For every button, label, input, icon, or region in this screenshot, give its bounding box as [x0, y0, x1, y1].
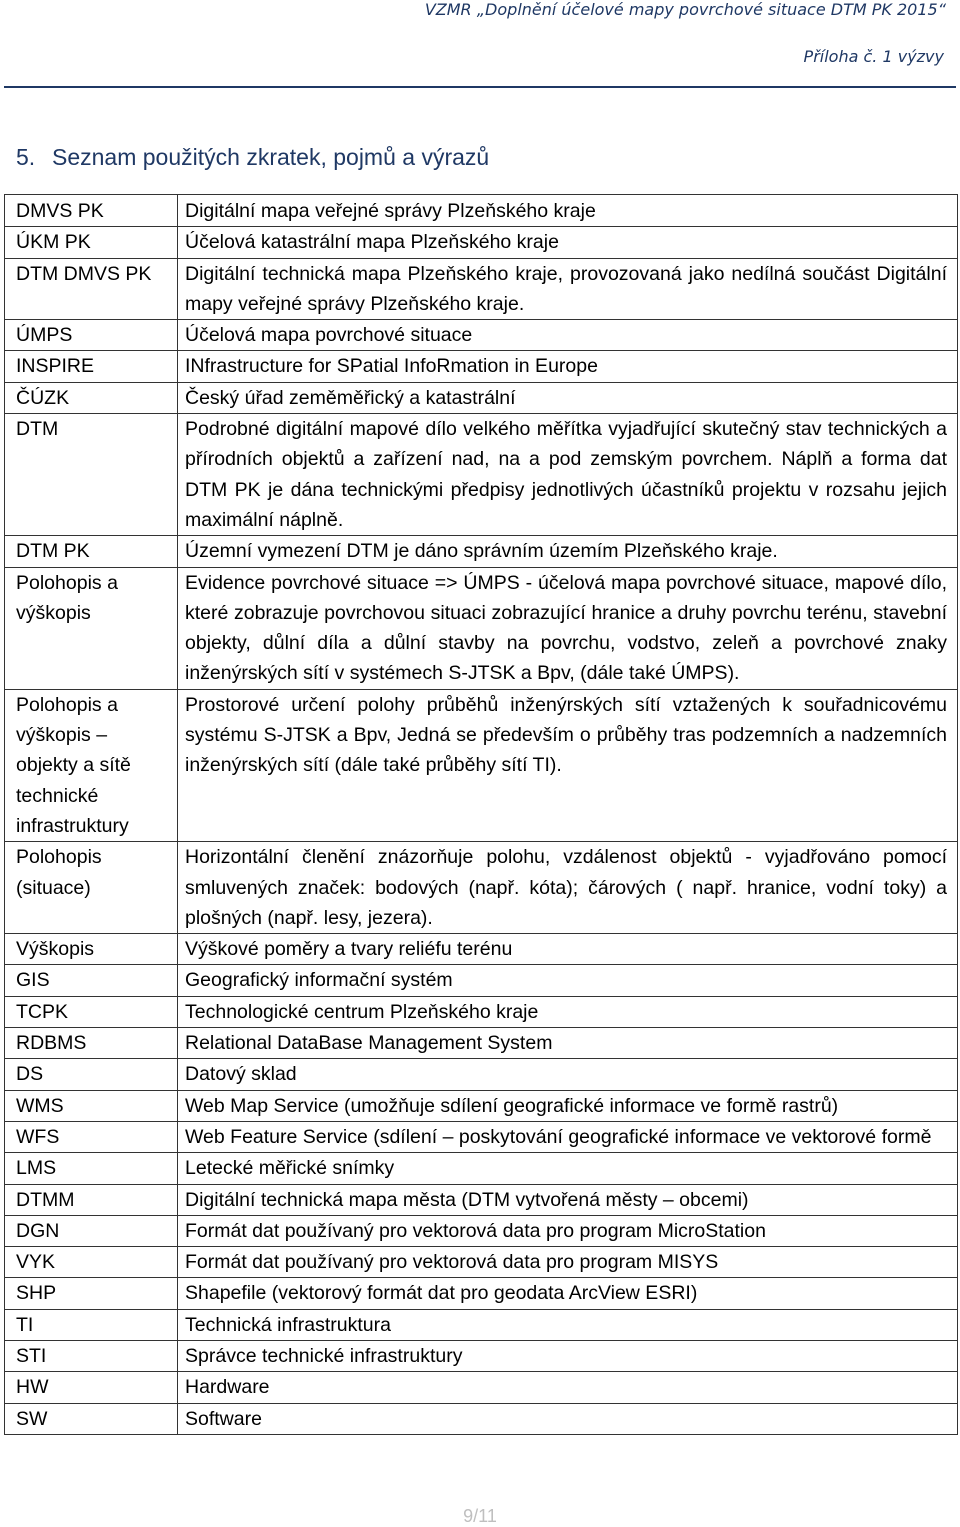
abbreviation-cell: ČÚZK	[5, 382, 178, 413]
table-row	[5, 1247, 958, 1278]
abbreviation-cell: Polohopis a výškopis	[5, 567, 178, 689]
definition-cell: Podrobné digitální mapové dílo velkého měřítka vyjadřující skutečný stav technických a přírodních objektů a zařízení nad, na a pod zemským povrchem. Náplň a forma dat DTM PK je dána technickými předpisy jednotlivých účastníků projektu v rozsahu jejich maximální náplně.	[178, 414, 958, 536]
abbreviation-cell: SHP	[5, 1278, 178, 1309]
abbreviation-cell: DMVS PK	[5, 195, 178, 227]
running-header-title: VZMR „Doplnění účelové mapy povrchové situace DTM PK 2015“	[424, 0, 946, 19]
page-number: 9/11	[463, 1506, 497, 1526]
table-row	[5, 934, 958, 965]
definition-cell: Software	[178, 1403, 958, 1434]
abbreviation-cell: DTMM	[5, 1184, 178, 1215]
table-row	[5, 1278, 958, 1309]
abbreviation-cell: DTM PK	[5, 536, 178, 567]
definition-cell: Digitální technická mapa Plzeňského kraje, provozovaná jako nedílná součást Digitální mapy veřejné správy Plzeňského kraje.	[178, 258, 958, 320]
definition-cell: Formát dat používaný pro vektorová data pro program MicroStation	[178, 1215, 958, 1246]
definition-cell: Horizontální členění znázorňuje polohu, vzdálenost objektů - vyjadřováno pomocí smluvených značek: bodových (např. kóta); čárových ( např. hranice, vodní toky) a plošných (např. lesy, jezera).	[178, 842, 958, 934]
definition-cell: Datový sklad	[178, 1059, 958, 1090]
abbreviation-cell: LMS	[5, 1153, 178, 1184]
abbreviation-cell: DGN	[5, 1215, 178, 1246]
table-row	[5, 536, 958, 567]
abbreviation-cell: WMS	[5, 1090, 178, 1121]
abbreviation-cell: DTM	[5, 414, 178, 536]
definition-cell: Český úřad zeměměřický a katastrální	[178, 382, 958, 413]
table-row	[5, 1215, 958, 1246]
table-row	[5, 227, 958, 258]
table-row	[5, 1090, 958, 1121]
definition-cell: Geografický informační systém	[178, 965, 958, 996]
abbreviation-cell: STI	[5, 1340, 178, 1371]
abbreviation-cell: HW	[5, 1372, 178, 1403]
definition-cell: Evidence povrchové situace => ÚMPS - účelová mapa povrchové situace, mapové dílo, které zobrazuje povrchovou situaci zobrazující hranice a druhy povrchu terénu, stavební objekty, důlní díla a důlní stavby na povrchu, vodstvo, zeleň a povrchové znaky inženýrských sítí v systémech S-JTSK a Bpv, (dále také ÚMPS).	[178, 567, 958, 689]
definition-cell: Účelová mapa povrchové situace	[178, 320, 958, 351]
table-row	[5, 689, 958, 841]
table-row	[5, 1403, 958, 1434]
abbreviation-cell: TCPK	[5, 996, 178, 1027]
abbreviation-cell: RDBMS	[5, 1028, 178, 1059]
table-row	[5, 351, 958, 382]
definition-cell: Formát dat používaný pro vektorová data pro program MISYS	[178, 1247, 958, 1278]
abbreviation-cell: ÚKM PK	[5, 227, 178, 258]
table-row	[5, 414, 958, 536]
definition-cell: Digitální technická mapa města (DTM vytvořená městy – obcemi)	[178, 1184, 958, 1215]
table-row	[5, 567, 958, 689]
table-row	[5, 195, 958, 227]
definition-cell: Letecké měřické snímky	[178, 1153, 958, 1184]
definition-cell: Digitální mapa veřejné správy Plzeňského kraje	[178, 195, 958, 227]
definition-cell: Technologické centrum Plzeňského kraje	[178, 996, 958, 1027]
definition-cell: Prostorové určení polohy průběhů inženýrských sítí vztažených k souřadnicovému systému S-JTSK a Bpv, Jedná se především o průběhy tras podzemních a nadzemních inženýrských sítí (dále také průběhy sítí TI).	[178, 689, 958, 841]
definition-cell: Správce technické infrastruktury	[178, 1340, 958, 1371]
abbreviation-cell: Výškopis	[5, 934, 178, 965]
table-row	[5, 1340, 958, 1371]
definition-cell: Územní vymezení DTM je dáno správním územím Plzeňského kraje.	[178, 536, 958, 567]
definition-cell: INfrastructure for SPatial InfoRmation in Europe	[178, 351, 958, 382]
definition-cell: Web Feature Service (sdílení – poskytování geografické informace ve vektorové formě	[178, 1121, 958, 1152]
header-divider	[4, 86, 956, 88]
definition-cell: Výškové poměry a tvary reliéfu terénu	[178, 934, 958, 965]
abbreviation-cell: WFS	[5, 1121, 178, 1152]
table-row	[5, 382, 958, 413]
glossary-table	[4, 194, 958, 1435]
table-row	[5, 320, 958, 351]
section-heading	[16, 142, 489, 172]
abbreviation-cell: VYK	[5, 1247, 178, 1278]
definition-cell: Relational DataBase Management System	[178, 1028, 958, 1059]
section-title: Seznam použitých zkratek, pojmů a výrazů	[52, 144, 490, 170]
table-row	[5, 1121, 958, 1152]
table-row	[5, 1028, 958, 1059]
table-row	[5, 965, 958, 996]
abbreviation-cell: Polohopis (situace)	[5, 842, 178, 934]
abbreviation-cell: SW	[5, 1403, 178, 1434]
definition-cell: Shapefile (vektorový formát dat pro geodata ArcView ESRI)	[178, 1278, 958, 1309]
abbreviation-cell: ÚMPS	[5, 320, 178, 351]
section-number: 5.	[16, 144, 36, 170]
running-header-subtitle: Příloha č. 1 výzvy	[803, 47, 944, 66]
table-row	[5, 1184, 958, 1215]
table-row	[5, 996, 958, 1027]
abbreviation-cell: DTM DMVS PK	[5, 258, 178, 320]
abbreviation-cell: INSPIRE	[5, 351, 178, 382]
definition-cell: Účelová katastrální mapa Plzeňského kraje	[178, 227, 958, 258]
table-row	[5, 1153, 958, 1184]
abbreviation-cell: GIS	[5, 965, 178, 996]
table-row	[5, 842, 958, 934]
definition-cell: Web Map Service (umožňuje sdílení geografické informace ve formě rastrů)	[178, 1090, 958, 1121]
abbreviation-cell: TI	[5, 1309, 178, 1340]
table-row	[5, 1309, 958, 1340]
definition-cell: Hardware	[178, 1372, 958, 1403]
table-row	[5, 258, 958, 320]
definition-cell: Technická infrastruktura	[178, 1309, 958, 1340]
table-row	[5, 1059, 958, 1090]
abbreviation-cell: DS	[5, 1059, 178, 1090]
table-row	[5, 1372, 958, 1403]
abbreviation-cell: Polohopis a výškopis – objekty a sítě technické infrastruktury	[5, 689, 178, 841]
